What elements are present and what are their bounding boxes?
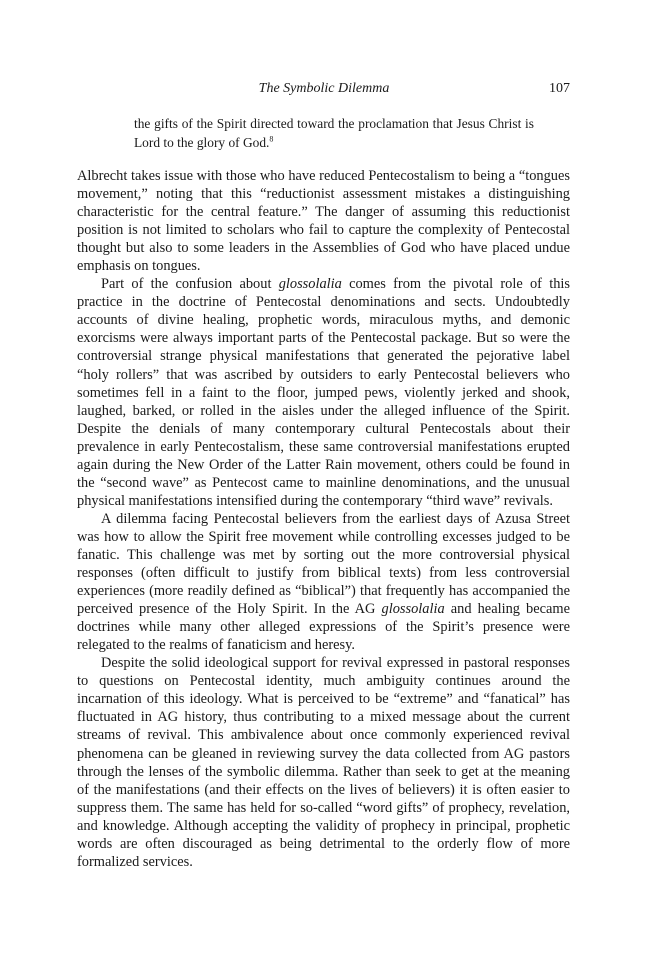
paragraph-3 <box>77 510 570 654</box>
block-quote <box>134 115 534 152</box>
running-title: The Symbolic Dilemma <box>258 81 390 96</box>
page-number: 107 <box>549 81 570 96</box>
paragraph-2-emphasis: glossolalia <box>278 276 342 293</box>
paragraph-4-text: Despite the solid ideological support for revival expressed in pastoral responses to questions on Pentecostal identity, much ambiguity continues around the incarnation of this ideology. What is perceived to be “extreme” and “fanatical” has fluctuated in AG history, thus contributing to a mixed message about the current streams of revival. This ambivalence about once commonly experienced revival phenomena can be gleaned in reviewing survey the data collected from AG pastors through the lenses of the symbolic dilemma. Rather than seek to get at the meaning of the manifestations (and their effects on the lives of believers) it is often easier to suppress them. The same has held for so-called “word gifts” of prophecy, revelation, and knowledge. Although accepting the validity of prophecy in principal, prophetic words are often discouraged as being detrimental to the orderly flow of more formalized services. <box>77 655 570 870</box>
running-head <box>78 79 570 99</box>
paragraph-4 <box>77 654 570 871</box>
footnote-reference: 8 <box>269 134 274 144</box>
paragraph-1-text: Albrecht takes issue with those who have reduced Pentecostalism to being a “tongues movement,” noting that this “reductionist assessment mistakes a distinguishing characteristic for the central feature.” The danger of assuming this reductionist position is not limited to scholars who fail to capture the complexity of Pentecostal thought but also to some leaders in the Assemblies of God who have placed undue emphasis on tongues. <box>77 168 570 275</box>
block-quote-text: the gifts of the Spirit directed toward the proclamation that Jesus Christ is Lord to the glory of God. <box>134 116 534 150</box>
body-text <box>77 167 570 871</box>
paragraph-2 <box>77 275 570 510</box>
paragraph-3-emphasis: glossolalia <box>381 601 445 618</box>
paragraph-3-text-start: A dilemma facing Pentecostal believers from the earliest days of Azusa Street was how to allow the Spirit free movement while controlling excesses judged to be fanatic. This challenge was met by sorting out the more controversial physical responses (often difficult to justify from biblical texts) from less controversial experiences (more readily defined as “biblical”) that frequently has accompanied the perceived presence of the Holy Spirit. In the AG <box>77 510 570 618</box>
paragraph-1 <box>77 167 570 275</box>
paragraph-2-text-start: Part of the confusion about <box>101 276 279 293</box>
paragraph-2-text-end: comes from the pivotal role of this practice in the doctrine of Pentecostal denominations and sects. Undoubtedly accounts of divine healing, prophetic words, miraculous myths, and demonic exorcisms were always important parts of the Pentecostal package. But so were the controversial strange physical manifestations that generated the pejorative label “holy rollers” that was ascribed by outsiders to early Pentecostal believers who sometimes fell in a faint to the floor, jumped pews, violently jerked and shook, laughed, barked, or rolled in the aisles under the alleged influence of the Spirit. Despite the denials of many contemporary cultural Pentecostals about their prevalence in early Pentecostalism, these same controversial manifestations erupted again during the New Order of the Latter Rain movement, others could be found in the “second wave” as Pentecost came to mainline denominations, and the unusual physical manifestations intensified during the contemporary “third wave” revivals. <box>77 276 570 509</box>
paragraph-3-text-end: and healing became doctrines while many other alleged expressions of the Spirit’s presence were relegated to the realms of fanaticism and heresy. <box>77 601 570 654</box>
